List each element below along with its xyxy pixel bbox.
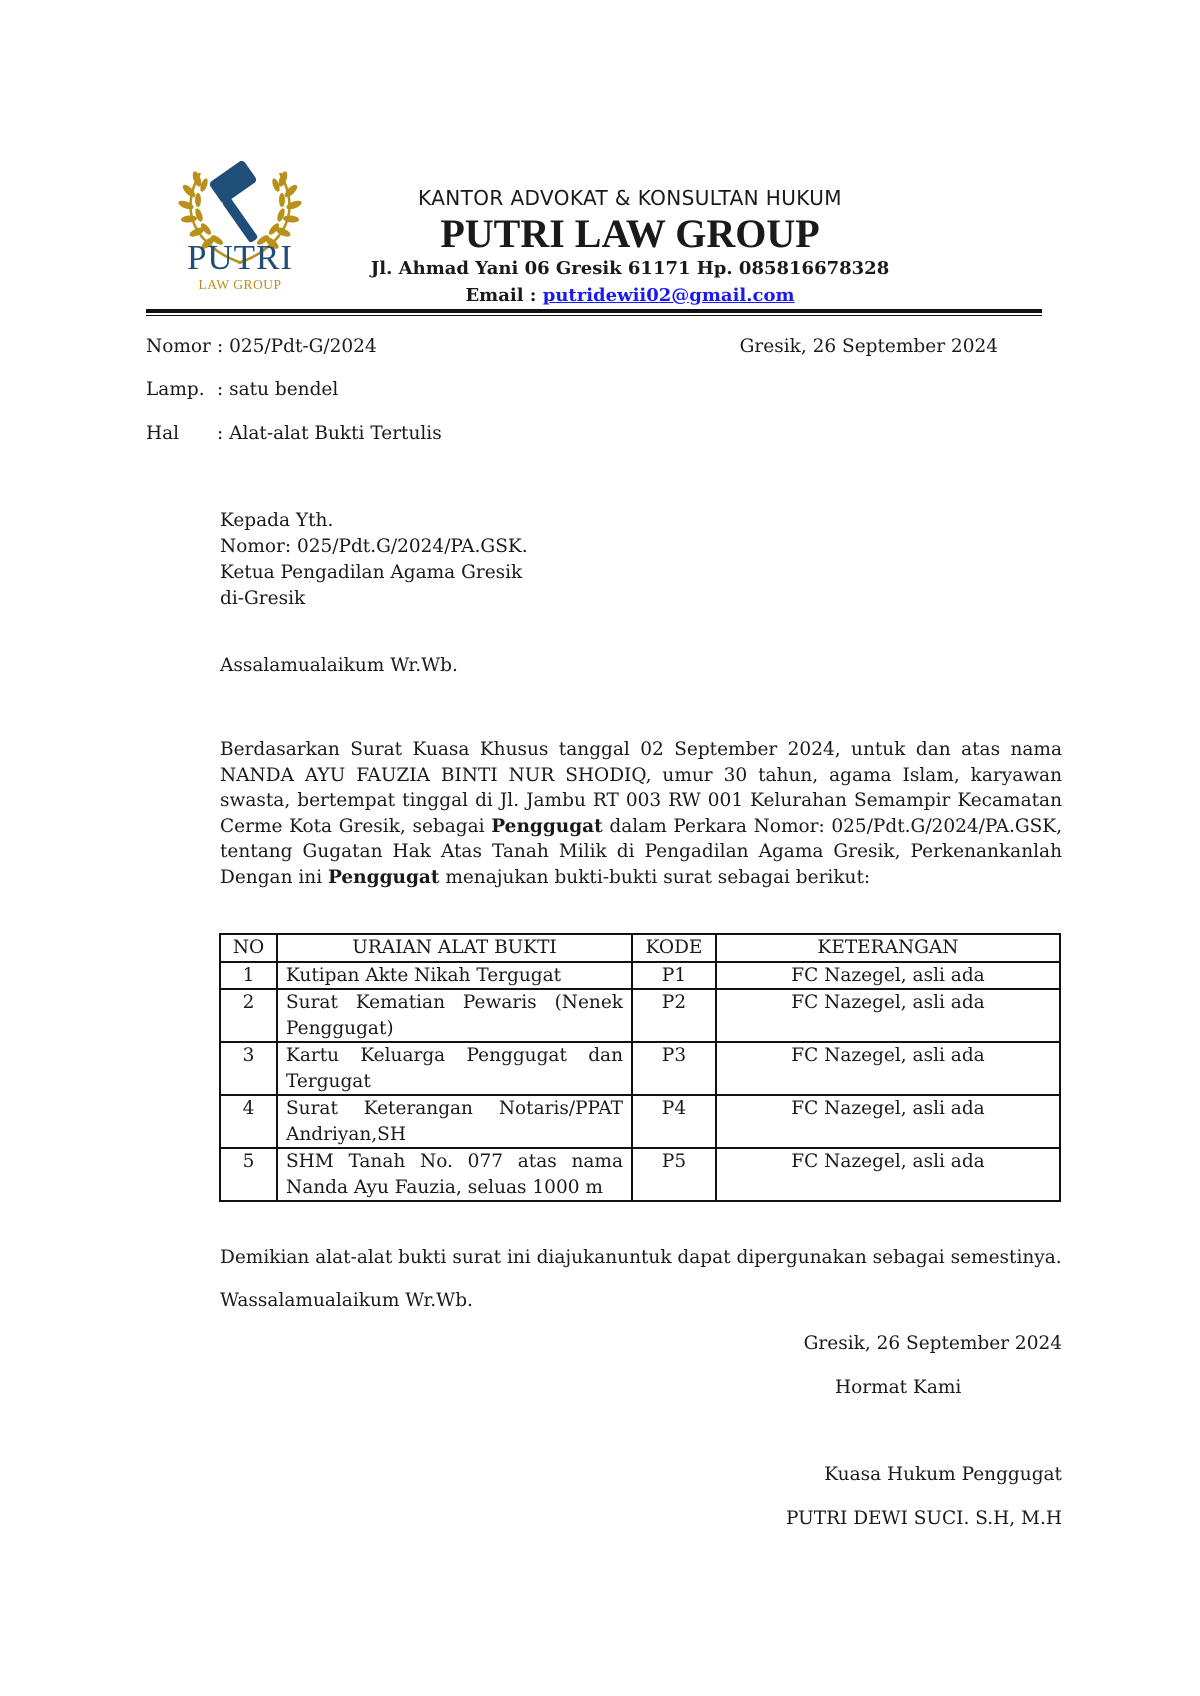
cell-no: 1 xyxy=(220,962,277,990)
email-link[interactable]: putridewii02@gmail.com xyxy=(542,285,795,306)
recipient-line: di-Gresik xyxy=(220,588,306,609)
body-bold-term: Penggugat xyxy=(491,815,603,837)
letter-date: Gresik, 26 September 2024 xyxy=(739,336,998,357)
office-type: KANTOR ADVOKAT & KONSULTAN HUKUM xyxy=(418,186,842,210)
body-paragraph xyxy=(220,737,1062,890)
closing-statement: Demikian alat-alat bukti surat ini diajukanuntuk dapat dipergunakan sebagai semestinya. xyxy=(220,1247,1062,1268)
header-kode: KODE xyxy=(632,934,716,962)
cell-uraian: SHM Tanah No. 077 atas nama Nanda Ayu Fauzia, seluas 1000 m xyxy=(277,1148,632,1201)
cell-kode: P2 xyxy=(632,989,716,1042)
table-row xyxy=(220,962,1060,990)
cell-uraian: Surat Keterangan Notaris/PPAT Andriyan,SH xyxy=(277,1095,632,1148)
greeting: Assalamualaikum Wr.Wb. xyxy=(220,655,458,676)
header-keterangan: KETERANGAN xyxy=(716,934,1060,962)
body-text: menajukan bukti-bukti surat sebagai berikut: xyxy=(439,866,871,888)
cell-kode: P3 xyxy=(632,1042,716,1095)
lamp-value: : satu bendel xyxy=(217,379,339,400)
cell-no: 5 xyxy=(220,1148,277,1201)
lamp-label: Lamp. xyxy=(146,379,205,400)
table-row xyxy=(220,1042,1060,1095)
cell-uraian: Surat Kematian Pewaris (Nenek Penggugat) xyxy=(277,989,632,1042)
recipient-line: Ketua Pengadilan Agama Gresik xyxy=(220,562,523,583)
hal-value: : Alat-alat Bukti Tertulis xyxy=(217,423,442,444)
cell-keterangan: FC Nazegel, asli ada xyxy=(716,962,1060,990)
header-uraian: URAIAN ALAT BUKTI xyxy=(277,934,632,962)
logo-subname: LAW GROUP xyxy=(198,277,282,292)
signatory-name: PUTRI DEWI SUCI. S.H, M.H xyxy=(786,1508,1062,1529)
email-label: Email : xyxy=(465,285,543,306)
table-header-row xyxy=(220,934,1060,962)
cell-keterangan: FC Nazegel, asli ada xyxy=(716,989,1060,1042)
cell-keterangan: FC Nazegel, asli ada xyxy=(716,1148,1060,1201)
table-row xyxy=(220,1095,1060,1148)
letterhead-rule-thin xyxy=(146,315,1042,316)
firm-logo xyxy=(172,155,308,305)
cell-kode: P5 xyxy=(632,1148,716,1201)
logo-name: PUTRI xyxy=(186,238,294,277)
body-bold-term: Penggugat xyxy=(328,866,440,888)
firm-name: PUTRI LAW GROUP xyxy=(440,211,820,256)
kuasa-hukum-label: Kuasa Hukum Penggugat xyxy=(824,1464,1062,1485)
cell-no: 2 xyxy=(220,989,277,1042)
firm-address: Jl. Ahmad Yani 06 Gresik 61171 Hp. 085816678328 xyxy=(370,258,890,279)
nomor-value: : 025/Pdt-G/2024 xyxy=(217,336,377,357)
header-no: NO xyxy=(220,934,277,962)
firm-email xyxy=(310,285,950,306)
cell-keterangan: FC Nazegel, asli ada xyxy=(716,1042,1060,1095)
cell-uraian: Kartu Keluarga Penggugat dan Tergugat xyxy=(277,1042,632,1095)
table-row xyxy=(220,1148,1060,1201)
recipient-line: Kepada Yth. xyxy=(220,510,334,531)
recipient-line: Nomor: 025/Pdt.G/2024/PA.GSK. xyxy=(220,536,528,557)
cell-uraian: Kutipan Akte Nikah Tergugat xyxy=(277,962,632,990)
table-row xyxy=(220,989,1060,1042)
body-text: Berdasarkan Surat Kuasa Khusus tanggal 02 September 2024, untuk dan atas nama NANDA AYU FAUZIA BINTI NUR SHODIQ, umur 30 tahun, agama Islam, karyawan swasta, bertempat tinggal di Jl. Jambu RT 003 RW 001 Kelurahan Semampir Kecamatan Cerme Kota Gresik, sebagai xyxy=(220,739,1062,837)
letterhead-rule-thick xyxy=(146,309,1042,313)
hormat-kami: Hormat Kami xyxy=(835,1377,962,1398)
cell-kode: P1 xyxy=(632,962,716,990)
nomor-label: Nomor xyxy=(146,336,211,357)
body-text: dalam Perkara Nomor: 025/Pdt.G/2024/PA.GSK, tentang Gugatan Hak Atas Tanah Milik di Pengadilan Agama Gresik, Perkenankanlah Dengan ini xyxy=(220,815,1063,888)
cell-no: 4 xyxy=(220,1095,277,1148)
cell-kode: P4 xyxy=(632,1095,716,1148)
hal-label: Hal xyxy=(146,423,180,444)
cell-no: 3 xyxy=(220,1042,277,1095)
evidence-table xyxy=(219,933,1061,1202)
closing-date: Gresik, 26 September 2024 xyxy=(803,1333,1062,1354)
wassalam: Wassalamualaikum Wr.Wb. xyxy=(220,1290,473,1311)
cell-keterangan: FC Nazegel, asli ada xyxy=(716,1095,1060,1148)
